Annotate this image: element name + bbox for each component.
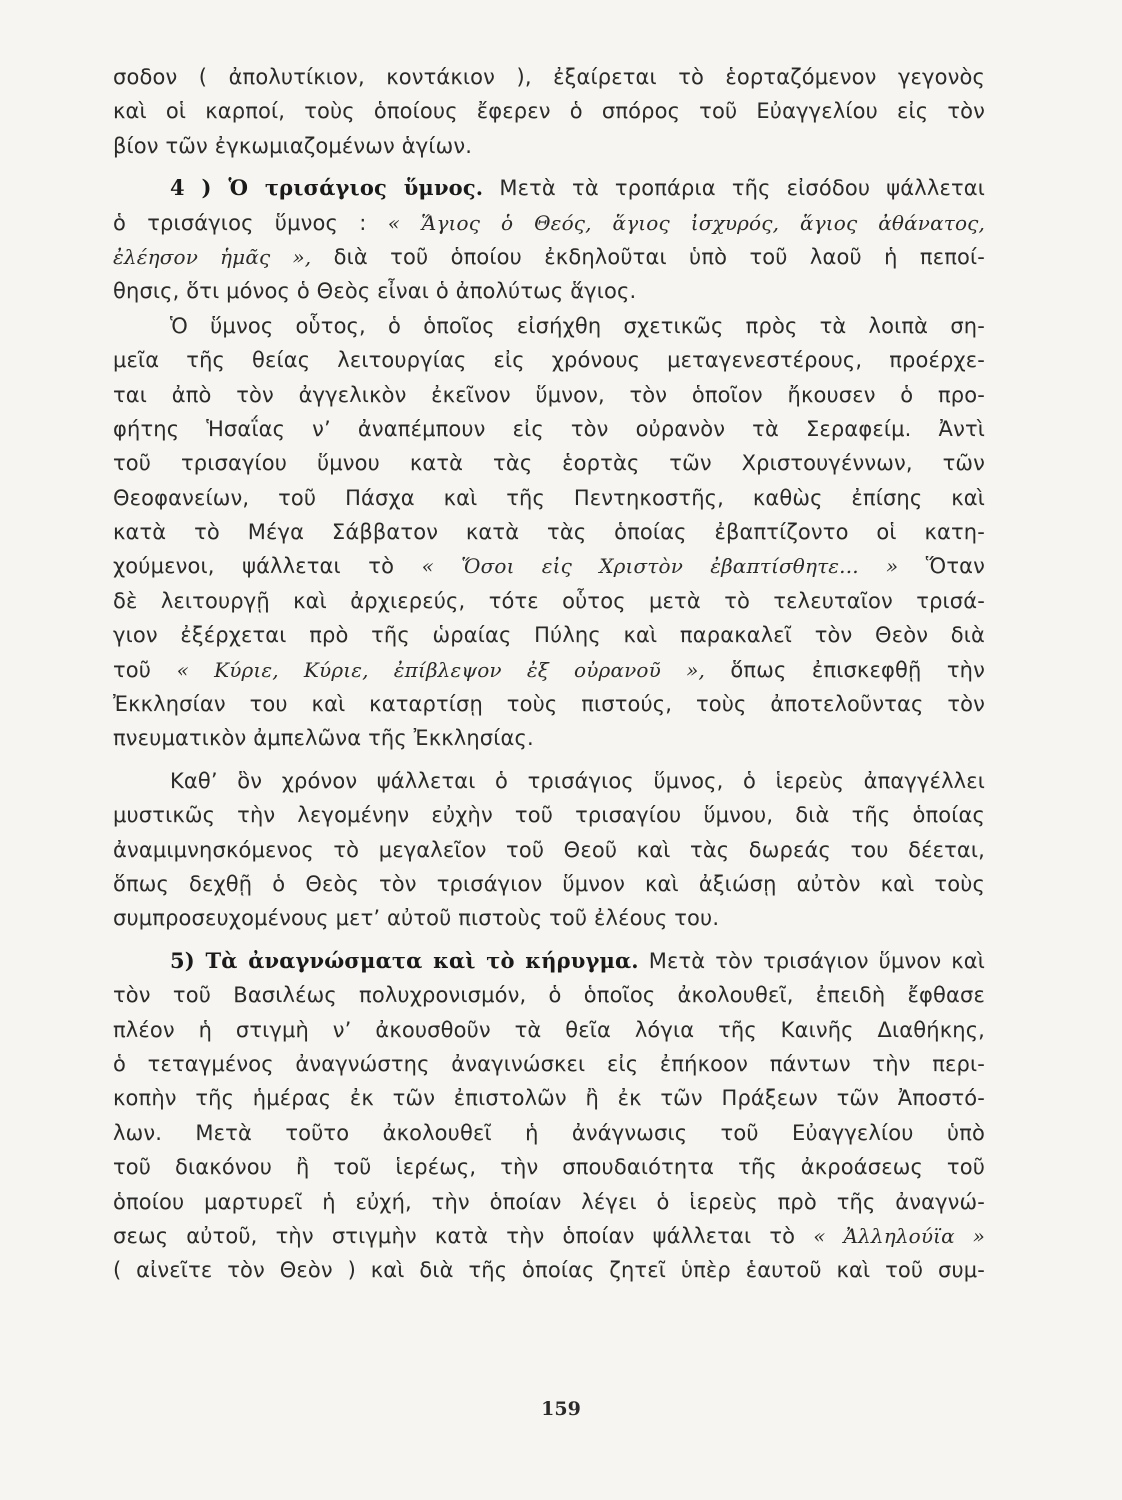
text-line: Καθ’ ὃν χρόνον ψάλλεται ὁ τρισάγιος ὕμνος, ὁ ἱερεὺς ἀπαγγέλλει xyxy=(170,768,985,793)
text-line: Ἐκκλησίαν του καὶ καταρτίσῃ τοὺς πιστούς, τοὺς ἀποτελοῦντας τὸν xyxy=(113,692,985,717)
text-line: ται ἀπὸ τὸν ἀγγελικὸν ἐκεῖνον ὕμνον, τὸν ὁποῖον ἤκουσεν ὁ προ- xyxy=(113,382,985,407)
text-line: λων. Μετὰ τοῦτο ἀκολουθεῖ ἡ ἀνάγνωσις τοῦ Εὐαγγελίου ὑπὸ xyxy=(113,1120,985,1145)
text-line: τοῦ διακόνου ἢ τοῦ ἱερέως, τὴν σπουδαιότητα τῆς ἀκροάσεως τοῦ xyxy=(113,1155,985,1180)
text-line: δὲ λειτουργῇ καὶ ἀρχιερεύς, τότε οὗτος μετὰ τὸ τελευταῖον τρισά- xyxy=(113,588,985,613)
section-heading-readings: 5) Τὰ ἀναγνώσματα καὶ τὸ κήρυγμα. xyxy=(170,947,639,973)
text-line: συμπροσευχομένους μετ’ αὐτοῦ πιστοὺς τοῦ ἐλέους του. xyxy=(113,906,720,931)
text-line: γιον ἐξέρχεται πρὸ τῆς ὡραίας Πύλης καὶ παρακαλεῖ τὸν Θεὸν διὰ xyxy=(113,623,985,648)
text-line: σεως αὐτοῦ, τὴν στιγμὴν κατὰ τὴν ὁποίαν ψάλλεται τὸ « Ἀλληλούϊα » xyxy=(113,1223,985,1248)
section-heading-line: 5) Τὰ ἀναγνώσματα καὶ τὸ κήρυγμα. Μετὰ τὸν τρισάγιον ὕμνον καὶ xyxy=(170,947,985,973)
text-line: Θεοφανείων, τοῦ Πάσχα καὶ τῆς Πεντηκοστῆς, καθὼς ἐπίσης καὶ xyxy=(113,485,985,510)
text-line: θησις, ὅτι μόνος ὁ Θεὸς εἶναι ὁ ἀπολύτως ἅγιος. xyxy=(113,279,637,304)
text-line: κοπὴν τῆς ἡμέρας ἐκ τῶν ἐπιστολῶν ἢ ἐκ τῶν Πράξεων τῶν Ἀποστό- xyxy=(113,1086,985,1111)
italic-quote: « Ἀλληλούϊα » xyxy=(813,1223,985,1248)
text-line: ἀναμιμνησκόμενος τὸ μεγαλεῖον τοῦ Θεοῦ καὶ τὰς δωρεάς του δέεται, xyxy=(113,837,985,862)
italic-quote: « Ἅγιος ὁ Θεός, ἅγιος ἰσχυρός, ἅγιος ἀθάνατος, xyxy=(387,210,986,235)
section-heading-line: 4 ) Ὁ τρισάγιος ὕμνος. Μετὰ τὰ τροπάρια τῆς εἰσόδου ψάλλεται xyxy=(170,175,986,201)
text-line: κατὰ τὸ Μέγα Σάββατον κατὰ τὰς ὁποίας ἐβαπτίζοντο οἱ κατη- xyxy=(113,520,985,545)
text-line: μυστικῶς τὴν λεγομένην εὐχὴν τοῦ τρισαγίου ὕμνου, διὰ τῆς ὁποίας xyxy=(113,803,985,828)
text-line: ὁποίου μαρτυρεῖ ἡ εὐχή, τὴν ὁποίαν λέγει ὁ ἱερεὺς πρὸ τῆς ἀναγνώ- xyxy=(113,1189,985,1214)
section-heading-trisagion: 4 ) Ὁ τρισάγιος ὕμνος. xyxy=(170,175,484,201)
text-line: τοῦ τρισαγίου ὕμνου κατὰ τὰς ἑορτὰς τῶν Χριστουγέννων, τῶν xyxy=(113,451,985,476)
italic-quote: ἐλέησον ἡμᾶς », xyxy=(113,244,312,269)
text-line: ἐλέησον ἡμᾶς », διὰ τοῦ ὁποίου ἐκδηλοῦται ὑπὸ τοῦ λαοῦ ἡ πεποί- xyxy=(113,244,985,269)
italic-quote: « Κύριε, Κύριε, ἐπίβλεψον ἐξ οὐρανοῦ », xyxy=(176,657,705,682)
text-line: σοδον ( ἀπολυτίκιον, κοντάκιον ), ἐξαίρεται τὸ ἑορταζόμενον γεγονὸς xyxy=(113,65,985,89)
text-line: φήτης Ἡσαΐας ν’ ἀναπέμπουν εἰς τὸν οὐρανὸν τὰ Σεραφείμ. Ἀντὶ xyxy=(113,416,985,441)
text-line: βίον τῶν ἐγκωμιαζομένων ἁγίων. xyxy=(113,133,473,158)
page-number: 159 xyxy=(541,1398,581,1420)
italic-quote: « Ὅσοι εἰς Χριστὸν ἐβαπτίσθητε... » xyxy=(421,554,899,579)
text-line: Ὁ ὕμνος οὗτος, ὁ ὁποῖος εἰσήχθη σχετικῶς πρὸς τὰ λοιπὰ ση- xyxy=(170,313,985,338)
text-line: ( αἰνεῖτε τὸν Θεὸν ) καὶ διὰ τῆς ὁποίας ζητεῖ ὑπὲρ ἑαυτοῦ καὶ τοῦ συμ- xyxy=(113,1258,985,1283)
text-line: πνευματικὸν ἀμπελῶνα τῆς Ἐκκλησίας. xyxy=(113,726,534,751)
text-line: τοῦ « Κύριε, Κύριε, ἐπίβλεψον ἐξ οὐρανοῦ », ὅπως ἐπισκεφθῇ τὴν xyxy=(113,657,986,682)
page-body-text xyxy=(113,60,985,1288)
text-line: τὸν τοῦ Βασιλέως πολυχρονισμόν, ὁ ὁποῖος ἀκολουθεῖ, ἐπειδὴ ἔφθασε xyxy=(113,983,985,1008)
text-line: ὁ τρισάγιος ὕμνος : « Ἅγιος ὁ Θεός, ἅγιος ἰσχυρός, ἅγιος ἀθάνατος, xyxy=(113,210,986,235)
text-line: ὁ τεταγμένος ἀναγνώστης ἀναγινώσκει εἰς ἐπήκοον πάντων τὴν περι- xyxy=(113,1051,985,1076)
text-line: χούμενοι, ψάλλεται τὸ « Ὅσοι εἰς Χριστὸν ἐβαπτίσθητε... » Ὅταν xyxy=(113,554,986,579)
text-line: ὅπως δεχθῇ ὁ Θεὸς τὸν τρισάγιον ὕμνον καὶ ἀξιώσῃ αὐτὸν καὶ τοὺς xyxy=(113,871,985,896)
text-line: μεῖα τῆς θείας λειτουργίας εἰς χρόνους μεταγενεστέρους, προέρχε- xyxy=(113,348,985,373)
text-line: καὶ οἱ καρποί, τοὺς ὁποίους ἔφερεν ὁ σπόρος τοῦ Εὐαγγελίου εἰς τὸν xyxy=(113,99,985,124)
text-line: πλέον ἡ στιγμὴ ν’ ἀκουσθοῦν τὰ θεῖα λόγια τῆς Καινῆς Διαθήκης, xyxy=(113,1017,985,1042)
